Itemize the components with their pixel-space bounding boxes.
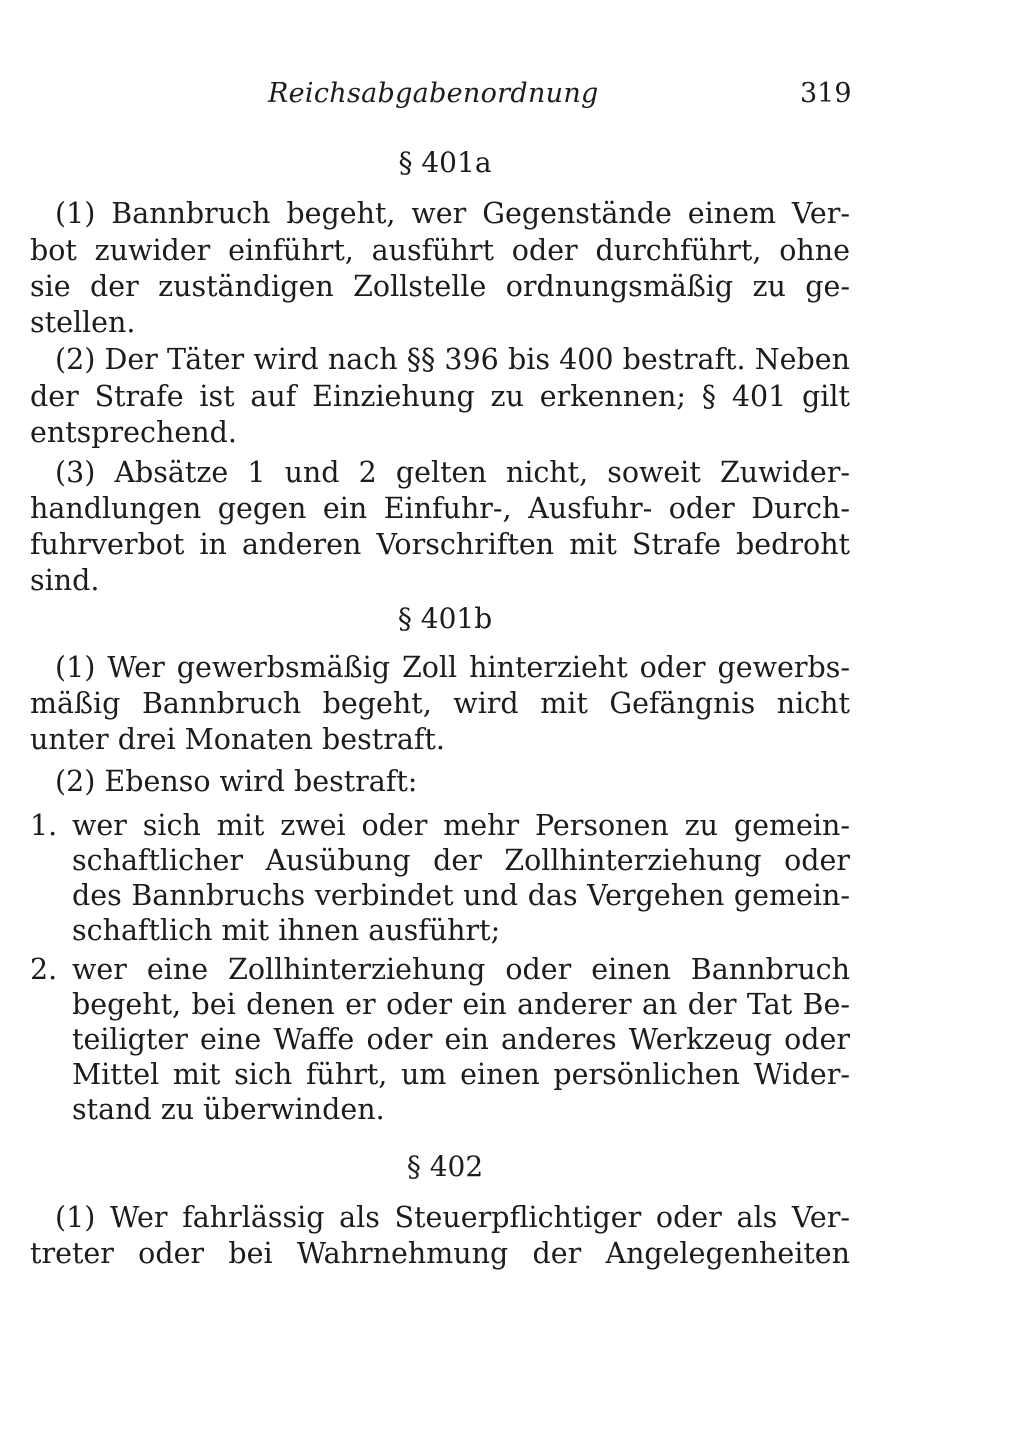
list-item-line: wer sich mit zwei oder mehr Personen zu gemein- — [72, 809, 850, 842]
running-title: Reichsabgabenordnung — [268, 78, 599, 109]
text-line: treter oder bei Wahrnehmung der Angelegenheiten — [30, 1237, 850, 1270]
text-line: unter drei Monaten bestraft. — [30, 723, 445, 756]
list-item-line: stand zu überwinden. — [72, 1093, 385, 1126]
text-line: (1) Wer gewerbsmäßig Zoll hinterzieht oder gewerbs- — [55, 651, 850, 684]
list-item-line: teiligter eine Waffe oder ein anderes Werkzeug oder — [72, 1023, 850, 1056]
list-item-line: begeht, bei denen er oder ein anderer an der Tat Be- — [72, 988, 850, 1021]
page-number: 319 — [800, 78, 852, 109]
list-item-number: 1. — [30, 809, 58, 842]
text-line: sie der zuständigen Zollstelle ordnungsmäßig zu ge- — [30, 270, 850, 303]
text-line: (2) Der Täter wird nach §§ 396 bis 400 bestraft. Neben — [55, 343, 850, 376]
text-line: stellen. — [30, 306, 136, 339]
text-line: handlungen gegen ein Einfuhr-, Ausfuhr- oder Durch- — [30, 492, 850, 525]
section-heading-402: § 402 — [406, 1150, 484, 1183]
section-heading-401b: § 401b — [397, 602, 493, 635]
text-line: (1) Bannbruch begeht, wer Gegenstände einem Ver- — [55, 197, 850, 230]
list-item-line: schaftlicher Ausübung der Zollhinterziehung oder — [72, 844, 850, 877]
text-line: (2) Ebenso wird bestraft: — [55, 765, 418, 798]
text-line: der Strafe ist auf Einziehung zu erkennen; § 401 gilt — [30, 380, 850, 413]
list-item-line: Mittel mit sich führt, um einen persönlichen Wider- — [72, 1058, 850, 1091]
text-line: entsprechend. — [30, 416, 237, 449]
text-line: (1) Wer fahrlässig als Steuerpflichtiger oder als Ver- — [55, 1201, 850, 1234]
list-item-number: 2. — [30, 953, 58, 986]
text-line: fuhrverbot in anderen Vorschriften mit Strafe bedroht — [30, 528, 850, 561]
section-heading-401a: § 401a — [398, 146, 492, 179]
list-item-line: schaftlich mit ihnen ausführt; — [72, 914, 501, 947]
list-item-line: wer eine Zollhinterziehung oder einen Bannbruch — [72, 953, 850, 986]
list-item-line: des Bannbruchs verbindet und das Vergehen gemein- — [72, 879, 850, 912]
text-line: sind. — [30, 564, 100, 597]
text-line: mäßig Bannbruch begeht, wird mit Gefängnis nicht — [30, 687, 850, 720]
text-line: bot zuwider einführt, ausführt oder durchführt, ohne — [30, 234, 850, 267]
text-line: (3) Absätze 1 und 2 gelten nicht, soweit Zuwider- — [55, 456, 850, 489]
book-page — [30, 0, 860, 1452]
